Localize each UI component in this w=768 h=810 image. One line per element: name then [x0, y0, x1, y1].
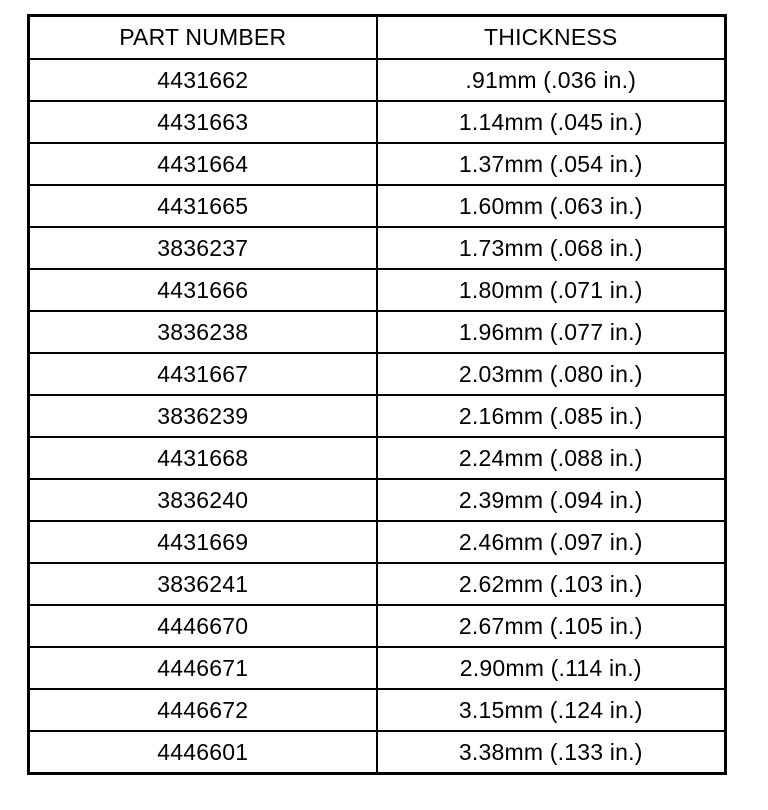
- part-number-cell: 3836237: [29, 227, 377, 269]
- table-row: [29, 521, 726, 563]
- part-number-cell: 4431664: [29, 143, 377, 185]
- thickness-cell: 2.46mm (.097 in.): [377, 521, 726, 563]
- thickness-cell: 1.60mm (.063 in.): [377, 185, 726, 227]
- table-row: [29, 143, 726, 185]
- table-row: [29, 689, 726, 731]
- table-header-row: [29, 16, 726, 60]
- part-number-cell: 4446671: [29, 647, 377, 689]
- table-row: [29, 647, 726, 689]
- thickness-cell: .91mm (.036 in.): [377, 59, 726, 101]
- table-row: [29, 395, 726, 437]
- part-number-cell: 4431667: [29, 353, 377, 395]
- header-part-number: PART NUMBER: [29, 16, 377, 60]
- part-number-cell: 4446670: [29, 605, 377, 647]
- table-row: [29, 59, 726, 101]
- table-row: [29, 311, 726, 353]
- header-thickness: THICKNESS: [377, 16, 726, 60]
- table-row: [29, 269, 726, 311]
- part-number-cell: 3836238: [29, 311, 377, 353]
- table-row: [29, 437, 726, 479]
- thickness-cell: 2.62mm (.103 in.): [377, 563, 726, 605]
- thickness-cell: 2.03mm (.080 in.): [377, 353, 726, 395]
- table-row: [29, 479, 726, 521]
- table-row: [29, 353, 726, 395]
- part-number-cell: 3836239: [29, 395, 377, 437]
- part-number-cell: 3836240: [29, 479, 377, 521]
- thickness-cell: 2.39mm (.094 in.): [377, 479, 726, 521]
- thickness-cell: 3.15mm (.124 in.): [377, 689, 726, 731]
- table-row: [29, 185, 726, 227]
- thickness-cell: 1.73mm (.068 in.): [377, 227, 726, 269]
- thickness-cell: 2.16mm (.085 in.): [377, 395, 726, 437]
- part-number-cell: 3836241: [29, 563, 377, 605]
- thickness-cell: 1.37mm (.054 in.): [377, 143, 726, 185]
- part-number-cell: 4431668: [29, 437, 377, 479]
- thickness-cell: 1.80mm (.071 in.): [377, 269, 726, 311]
- table-row: [29, 101, 726, 143]
- part-number-cell: 4431662: [29, 59, 377, 101]
- thickness-cell: 1.96mm (.077 in.): [377, 311, 726, 353]
- parts-thickness-table: [27, 14, 727, 775]
- thickness-cell: 1.14mm (.045 in.): [377, 101, 726, 143]
- part-number-cell: 4431663: [29, 101, 377, 143]
- thickness-cell: 2.67mm (.105 in.): [377, 605, 726, 647]
- part-number-cell: 4431665: [29, 185, 377, 227]
- part-number-cell: 4431669: [29, 521, 377, 563]
- table-row: [29, 563, 726, 605]
- part-number-cell: 4446672: [29, 689, 377, 731]
- table-row: [29, 227, 726, 269]
- part-number-cell: 4446601: [29, 731, 377, 774]
- thickness-cell: 2.90mm (.114 in.): [377, 647, 726, 689]
- table-row: [29, 605, 726, 647]
- table-row: [29, 731, 726, 774]
- thickness-cell: 2.24mm (.088 in.): [377, 437, 726, 479]
- thickness-cell: 3.38mm (.133 in.): [377, 731, 726, 774]
- part-number-cell: 4431666: [29, 269, 377, 311]
- table-body: [29, 59, 726, 774]
